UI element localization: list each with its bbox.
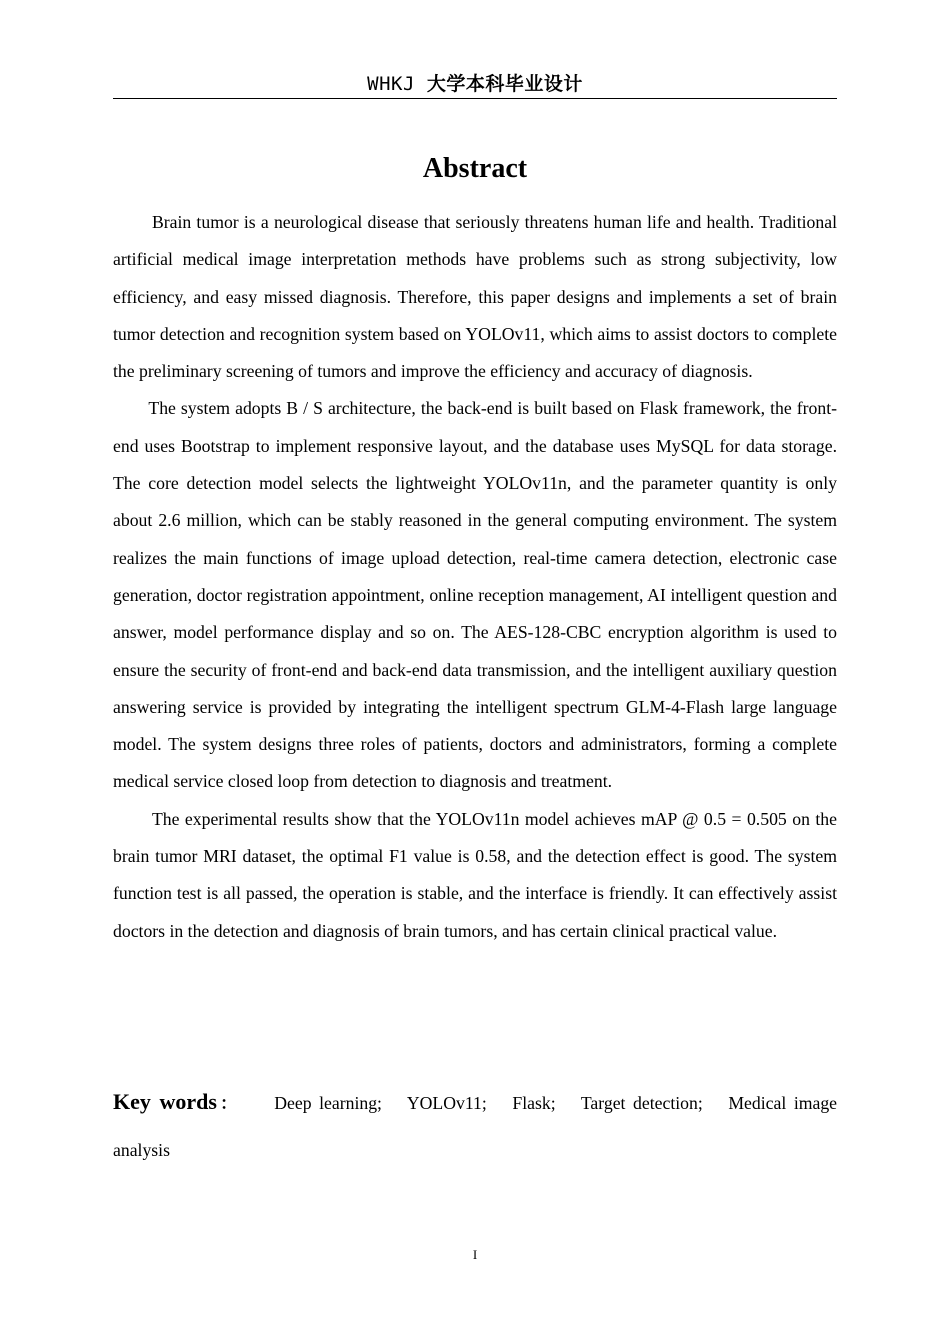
abstract-paragraph-2: The system adopts B / S architecture, the back-end is built based on Flask framework, the front-end uses Bootstrap to implement responsive layout, and the database uses MySQL for data storage. The core detection model selects the lightweight YOLOv11n, and the parameter quantity is only about 2.6 million, which can be stably reasoned in the general computing environment. The system realizes the main functions of image upload detection, real-time camera detection, electronic case generation, doctor registration appointment, online reception management, AI intelligent question and answer, model performance display and so on. The AES-128-CBC encryption algorithm is used to ensure the security of front-end and back-end data transmission, and the intelligent auxiliary question answering service is provided by integrating the intelligent spectrum GLM-4-Flash large language model. The system designs three roles of patients, doctors and administrators, forming a complete medical service closed loop from detection to diagnosis and treatment. <box>113 398 837 792</box>
page-header <box>113 70 837 99</box>
keyword-item: Flask; <box>512 1093 556 1113</box>
keyword-item: YOLOv11; <box>406 1093 487 1113</box>
abstract-paragraph-1: Brain tumor is a neurological disease that seriously threatens human life and health. Traditional artificial medical image interpretation methods have problems such as strong subjectivity, low efficiency, and easy missed diagnosis. Therefore, this paper designs and implements a set of brain tumor detection and recognition system based on YOLOv11, which aims to assist doctors to complete the preliminary screening of tumors and improve the efficiency and accuracy of diagnosis. <box>113 212 837 382</box>
page-number: I <box>472 1247 478 1262</box>
header-title-cjk: 大学本科毕业设计 <box>426 73 583 95</box>
abstract-body <box>113 204 837 950</box>
keyword-item: Deep learning; <box>274 1093 382 1113</box>
keyword-item: Target detection; <box>580 1093 703 1113</box>
keywords-section <box>113 1079 837 1173</box>
abstract-paragraph-3: The experimental results show that the YOLOv11n model achieves mAP @ 0.5 = 0.505 on the brain tumor MRI dataset, the optimal F1 value is 0.58, and the detection effect is good. The system function test is all passed, the operation is stable, and the interface is friendly. It can effectively assist doctors in the detection and diagnosis of brain tumors, and has certain clinical practical value. <box>113 808 837 941</box>
keywords-label: Key words <box>113 1089 217 1114</box>
keyword-item: Medical image analysis <box>113 1093 838 1160</box>
header-title-latin: WHKJ <box>367 73 415 95</box>
keywords-colon: ： <box>216 1094 241 1113</box>
header-title <box>367 73 583 95</box>
abstract-title: Abstract <box>422 153 528 184</box>
